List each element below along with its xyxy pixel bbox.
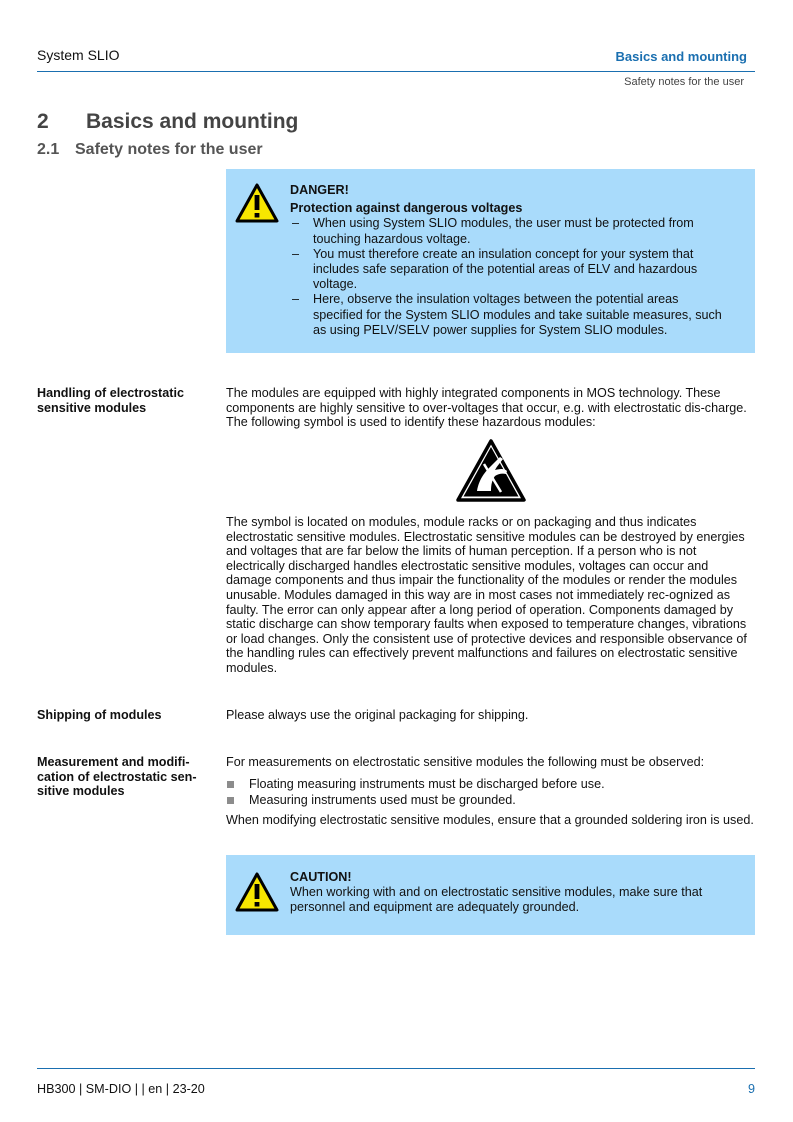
section-title-text: Safety notes for the user: [75, 141, 263, 158]
esd-intro: The modules are equipped with highly integrated components in MOS technology. These components are highly sensitive to over-voltages that occur, e.g. with electrostatic dis-charge. The following symbol is used to identify these hazardous modules:: [226, 386, 747, 430]
section-title: [37, 141, 263, 159]
caution-box: [226, 855, 755, 935]
header-divider: [37, 71, 755, 72]
esd-side-label: Handling of electrostatic sensitive modules: [37, 386, 184, 415]
danger-box: [226, 169, 755, 353]
chapter-title: [37, 110, 298, 134]
danger-label: DANGER!: [290, 183, 349, 197]
chapter-number: 2: [37, 110, 49, 133]
measurement-bullets: [226, 777, 756, 808]
shipping-text: Please always use the original packaging for shipping.: [226, 708, 529, 722]
header-product: System SLIO: [37, 47, 120, 63]
measurement-intro: For measurements on electrostatic sensitive modules the following must be observed:: [226, 755, 705, 769]
chapter-title-text: Basics and mounting: [86, 110, 299, 133]
esd-details: The symbol is located on modules, module racks or on packaging and thus indicates electrostatic sensitive modules. Electrostatic sensitive modules can be destroyed by energies and voltages that are far below the limits of human perception. If a person who is not electrically discharged handles electrostatic sensitive modules, voltages can occur and damage components and thus impair the functionality of the modules or render the modules unusable. Modules damaged in this way are in most cases not immediately rec-ognized as faulty. The error can only appear after a long period of operation. Components damaged by static discharge can show temporary faults when exposed to temperature changes, vibrations or load changes. Only the consistent use of protective devices and responsible observance of the handling rules can effectively prevent malfunctions and failures on electrostatic sensitive modules.: [226, 515, 747, 675]
footer-divider: [37, 1068, 755, 1069]
measurement-section: [226, 755, 756, 827]
warning-triangle-icon: [235, 872, 279, 912]
header-chapter: Basics and mounting: [615, 49, 747, 64]
danger-list: [290, 216, 725, 338]
header-subtitle: Safety notes for the user: [624, 76, 744, 88]
warning-triangle-icon: [235, 183, 279, 223]
caution-label: CAUTION!: [290, 870, 352, 884]
danger-item: – You must therefore create an insulation concept for your system that includes safe separation of the potential areas of ELV and hazardous voltage.: [290, 247, 725, 293]
measurement-outro: When modifying electrostatic sensitive modules, ensure that a grounded soldering iron is used.: [226, 812, 754, 827]
measurement-bullet: Measuring instruments used must be grounded.: [226, 793, 756, 808]
danger-content: [290, 183, 725, 338]
measurement-side-label: Measurement and modifi-cation of electrostatic sen-sitive modules: [37, 755, 197, 798]
section-number: 2.1: [37, 141, 60, 158]
caution-content: [290, 870, 715, 916]
danger-heading: Protection against dangerous voltages: [290, 201, 523, 216]
danger-item: – Here, observe the insulation voltages between the potential areas specified for the System SLIO modules and take suitable measures, such as using PELV/SELV power supplies for System SLIO modules.: [290, 292, 725, 338]
caution-text: When working with and on electrostatic sensitive modules, make sure that personnel and equipment are adequately grounded.: [290, 885, 703, 915]
page-number: 9: [747, 1082, 755, 1096]
danger-item: – When using System SLIO modules, the user must be protected from touching hazardous voltage.: [290, 216, 725, 246]
footer-doc-id: HB300 | SM-DIO | | en | 23-20: [37, 1082, 205, 1096]
shipping-side-label: Shipping of modules: [37, 708, 162, 722]
measurement-bullet: Floating measuring instruments must be discharged before use.: [226, 777, 756, 792]
esd-warning-icon: [455, 438, 527, 504]
